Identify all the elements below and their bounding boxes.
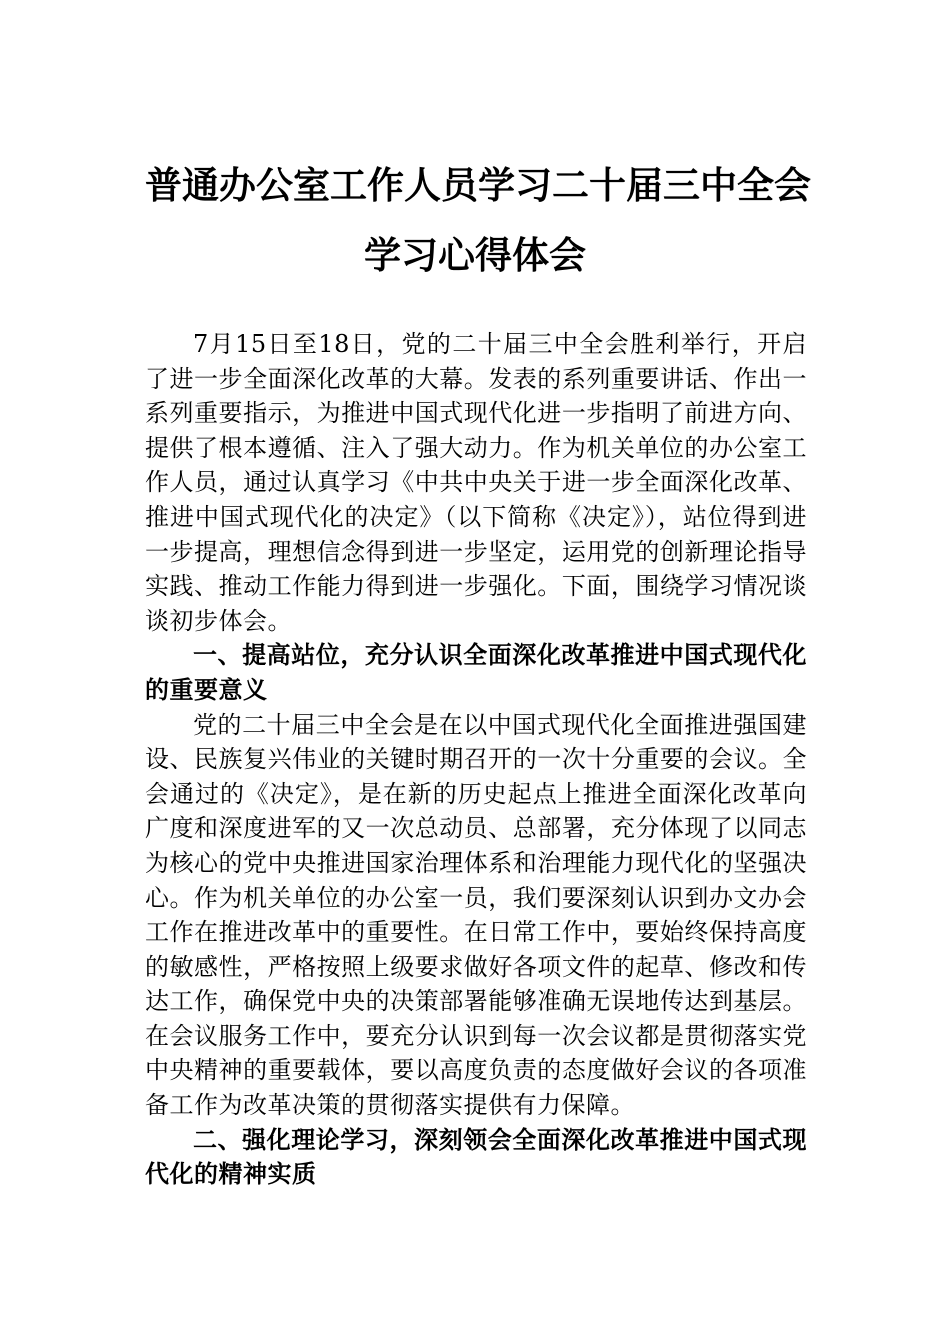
paragraph-section-1: 党的二十届三中全会是在以中国式现代化全面推进强国建设、民族复兴伟业的关键时期召开的一次十分重要的会议。全会通过的《决定》，是在新的历史起点上推进全面深化改革向广度和深度进军的又一次总动员、总部署，充分体现了以同志为核心的党中央推进国家治理体系和治理能力现代化的坚强决心。作为机关单位的办公室一员，我们要深刻认识到办文办会工作在推进改革中的重要性。在日常工作中，要始终保持高度的敏感性，严格按照上级要求做好各项文件的起草、修改和传达工作，确保党中央的决策部署能够准确无误地传达到基层。在会议服务工作中，要充分认识到每一次会议都是贯彻落实党中央精神的重要载体，要以高度负责的态度做好会议的各项准备工作为改革决策的贯彻落实提供有力保障。 [145,710,807,1120]
document-title-line-1: 普通办公室工作人员学习二十届三中全会 [145,163,811,207]
section-heading-2: 二、强化理论学习，深刻领会全面深化改革推进中国式现代化的精神实质 [145,1125,807,1189]
document-body [145,327,807,1192]
section-heading-1: 一、提高站位，充分认识全面深化改革推进中国式现代化的重要意义 [145,641,807,704]
document-title-line-2: 学习心得体会 [364,233,586,277]
paragraph-intro: 7月15日至18日，党的二十届三中全会胜利举行，开启了进一步全面深化改革的大幕。发表的系列重要讲话、作出一系列重要指示，为推进中国式现代化进一步指明了前进方向、提供了根本遵循、注入了强大动力。作为机关单位的办公室工作人员，通过认真学习《中共中央关于进一步全面深化改革、推进中国式现代化的决定》（以下简称《决定》），站位得到进一步提高，理想信念得到进一步坚定，运用党的创新理论指导实践、推动工作能力得到进一步强化。下面，围绕学习情况谈谈初步体会。 [145,330,807,635]
